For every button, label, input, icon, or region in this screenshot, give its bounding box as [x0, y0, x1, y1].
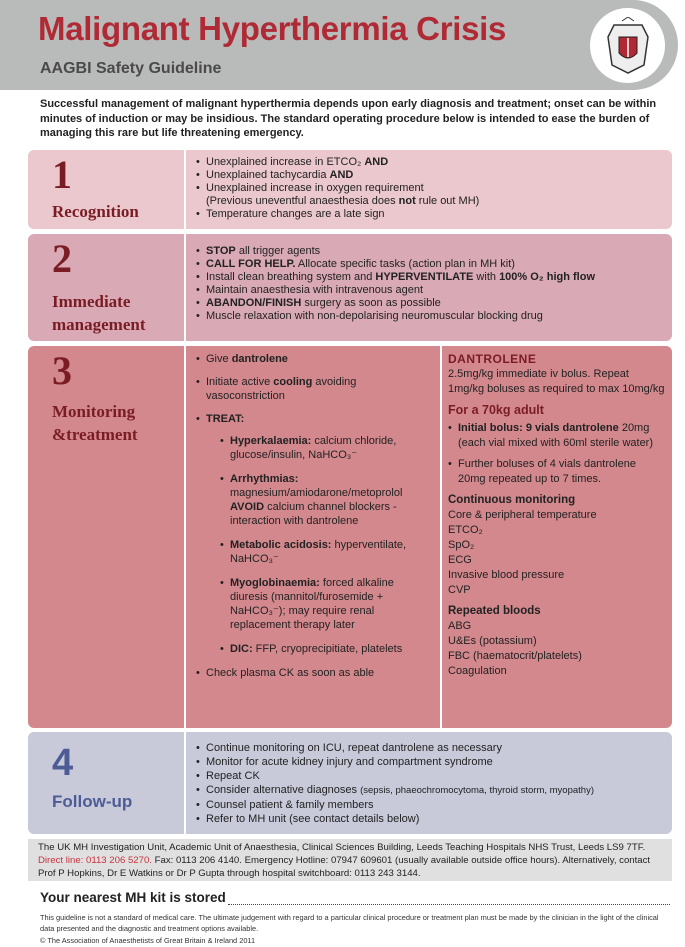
list-item: Invasive blood pressure	[448, 569, 565, 581]
list-item	[448, 457, 666, 487]
bold-text: 100% O₂ high flow	[499, 271, 596, 283]
text: Consider alternative diagnoses	[206, 784, 361, 796]
bold-text: dantrolene	[231, 353, 288, 365]
text: Monitor for acute kidney injury and compartment syndrome	[206, 756, 493, 768]
header-band	[0, 0, 678, 90]
dantrolene-dosing: 2.5mg/kg immediate iv bolus. Repeat 1mg/kg boluses as required to max 10mg/kg	[448, 368, 665, 395]
list-item	[196, 258, 664, 271]
contact-details	[28, 839, 672, 881]
list-item	[220, 434, 434, 462]
section-number: 4	[52, 742, 74, 784]
text: Allocate specific tasks (action plan in MH kit)	[295, 258, 515, 270]
bold-text: AVOID	[230, 501, 265, 513]
list-item	[196, 741, 664, 755]
list-item	[196, 352, 434, 366]
contact-other: Fax: 0113 206 4140. Emergency Hotline: 07947 609601 (usually available outside office hours). Alternatively, contact Prof P Hopkins, Dr E Watkins or Dr P Gupta through hospital switchboard: 0113 243 3144.	[38, 855, 651, 879]
list-item: ECG	[448, 554, 472, 566]
list-item	[196, 169, 664, 182]
list-item	[196, 245, 664, 258]
section-recognition	[28, 150, 672, 229]
dantrolene-heading: DANTROLENE	[448, 352, 537, 366]
copyright: © The Association of Anaesthetists of Great Britain & Ireland 2011	[40, 936, 256, 945]
monitoring-list	[448, 508, 666, 598]
list-item	[196, 195, 664, 208]
text: Unexplained increase in oxygen requirement	[206, 182, 424, 194]
text: with	[473, 271, 500, 283]
text: avoiding vasoconstriction	[206, 376, 357, 402]
list-item: SpO₂	[448, 539, 475, 551]
text: Temperature changes are a late sign	[206, 208, 385, 220]
text: forced alkaline diuresis (mannitol/furosemide + NaHCO₃⁻); may require renal replacement therapy later	[230, 577, 394, 631]
section-label: Follow-up	[52, 792, 133, 811]
text: Repeat CK	[206, 770, 260, 782]
text: Unexplained tachycardia	[206, 169, 330, 181]
section-label: Recognition	[52, 202, 139, 221]
contact-address: The UK MH Investigation Unit, Academic Unit of Anaesthesia, Clinical Sciences Building, Leeds Teaching Hospitals NHS Trust, Leeds LS9 7TF.	[38, 842, 646, 853]
bold-text: ABANDON/FINISH	[206, 297, 302, 309]
list-item	[448, 421, 666, 451]
text: Further boluses of 4 vials dantrolene 20mg repeated up to 7 times.	[458, 458, 636, 485]
intro-text: Successful management of malignant hyperthermia depends upon early diagnosis and treatment; onset can be within minutes of induction or may be insidious. The standard operating procedure below is intended to ease the burden of managing this rare but life threatening emergency.	[40, 98, 657, 139]
list-item	[220, 642, 434, 656]
follow-up-list	[196, 741, 664, 826]
list-item	[196, 798, 664, 812]
text: hyperventilate, NaHCO₃⁻	[230, 539, 407, 565]
section-monitoring-treatment	[28, 346, 672, 728]
bold-text: TREAT:	[206, 413, 245, 425]
text: Counsel patient & family members	[206, 799, 374, 811]
list-item	[196, 310, 664, 323]
text: (Previous uneventful anaesthesia does	[206, 195, 399, 207]
bold-text: Metabolic acidosis:	[230, 539, 332, 551]
list-item	[220, 538, 434, 566]
text: Unexplained increase in ETCO₂	[206, 156, 365, 168]
list-item	[196, 755, 664, 769]
bold-text: not	[398, 195, 416, 207]
list-item	[196, 412, 434, 656]
list-item	[196, 375, 434, 403]
monitoring-heading: Continuous monitoring	[448, 494, 576, 506]
mh-kit-location	[40, 890, 670, 905]
list-item	[196, 297, 664, 310]
list-item: Core & peripheral temperature	[448, 509, 597, 521]
text: Check plasma CK as soon as able	[206, 667, 375, 679]
treatment-list	[186, 346, 442, 728]
direct-line: Direct line: 0113 206 5270.	[38, 855, 152, 866]
treat-sublist	[220, 434, 434, 656]
bold-text: Initial bolus: 9 vials dantrolene	[458, 422, 619, 434]
bold-text: Hyperkalaemia:	[230, 435, 312, 447]
bold-text: Arrhythmias:	[230, 473, 299, 485]
page-subtitle: AAGBI Safety Guideline	[40, 60, 222, 77]
list-item: Coagulation	[448, 665, 507, 677]
text: calcium chloride, glucose/insulin, NaHCO₃⁻	[230, 435, 397, 461]
list-item	[220, 472, 434, 528]
list-item	[196, 182, 664, 195]
section-immediate-management	[28, 234, 672, 341]
list-item	[196, 271, 664, 284]
bold-text: HYPERVENTILATE	[375, 271, 474, 283]
bold-text: AND	[329, 169, 354, 181]
list-item: CVP	[448, 584, 471, 596]
dantrolene-panel	[442, 346, 672, 728]
kit-location-line	[228, 895, 670, 905]
section-label: Monitoring &treatment	[52, 402, 138, 444]
section-number: 3	[52, 348, 72, 393]
list-item	[196, 284, 664, 297]
text: Install clean breathing system and	[206, 271, 376, 283]
text: surgery as soon as possible	[301, 297, 441, 309]
bold-text: AND	[364, 156, 389, 168]
text: Muscle relaxation with non-depolarising neuromuscular blocking drug	[206, 310, 543, 322]
list-item	[196, 666, 434, 680]
text: Refer to MH unit (see contact details below)	[206, 813, 420, 825]
bold-text: STOP	[206, 245, 236, 257]
adult-dose-list	[448, 421, 666, 487]
list-item	[220, 576, 434, 632]
immediate-management-list	[196, 245, 664, 323]
bold-text: CALL FOR HELP.	[206, 258, 296, 270]
list-item: FBC (haematocrit/platelets)	[448, 650, 582, 662]
text: all trigger agents	[235, 245, 321, 257]
text: Initiate active	[206, 376, 274, 388]
page-title: Malignant Hyperthermia Crisis	[38, 10, 507, 47]
text: 20mg (each vial mixed with 60ml sterile water)	[458, 422, 654, 449]
bold-text: cooling	[273, 376, 313, 388]
aagbi-crest-logo	[590, 8, 665, 83]
bold-text: Myoglobinaemia:	[230, 577, 320, 589]
list-item	[196, 208, 664, 221]
bold-text: DIC:	[230, 643, 253, 655]
text: Maintain anaesthesia with intravenous agent	[206, 284, 424, 296]
list-item	[196, 769, 664, 783]
text: rule out MH)	[415, 195, 480, 207]
section-follow-up	[28, 732, 672, 834]
kit-label: Your nearest MH kit is stored	[40, 890, 226, 905]
bloods-list	[448, 619, 666, 679]
list-item	[196, 156, 664, 169]
section-number: 2	[52, 236, 72, 281]
list-item	[196, 783, 664, 798]
list-item: ABG	[448, 620, 472, 632]
bloods-heading: Repeated bloods	[448, 605, 541, 617]
text: calcium channel blockers - interaction with dantrolene	[230, 501, 397, 527]
section-number: 1	[52, 152, 72, 197]
text: Continue monitoring on ICU, repeat dantrolene as necessary	[206, 742, 502, 754]
list-item: ETCO₂	[448, 524, 483, 536]
list-item: U&Es (potassium)	[448, 635, 537, 647]
text: FFP, cryoprecipitiate, platelets	[252, 643, 403, 655]
recognition-list	[196, 156, 664, 221]
disclaimer: This guideline is not a standard of medical care. The ultimate judgement with regard to a particular clinical procedure or treatment plan must be made by the clinician in the light of the clinical data presented and the diagnostic and treatment options available.	[40, 913, 659, 933]
adult-heading: For a 70kg adult	[448, 403, 544, 417]
footer	[40, 913, 670, 947]
text: Give	[206, 353, 232, 365]
list-item	[196, 812, 664, 826]
text: (sepsis, phaeochromocytoma, thyroid storm, myopathy)	[360, 785, 594, 796]
section-label: Immediate management	[52, 292, 146, 334]
text: magnesium/amiodarone/metoprolol	[230, 487, 403, 499]
